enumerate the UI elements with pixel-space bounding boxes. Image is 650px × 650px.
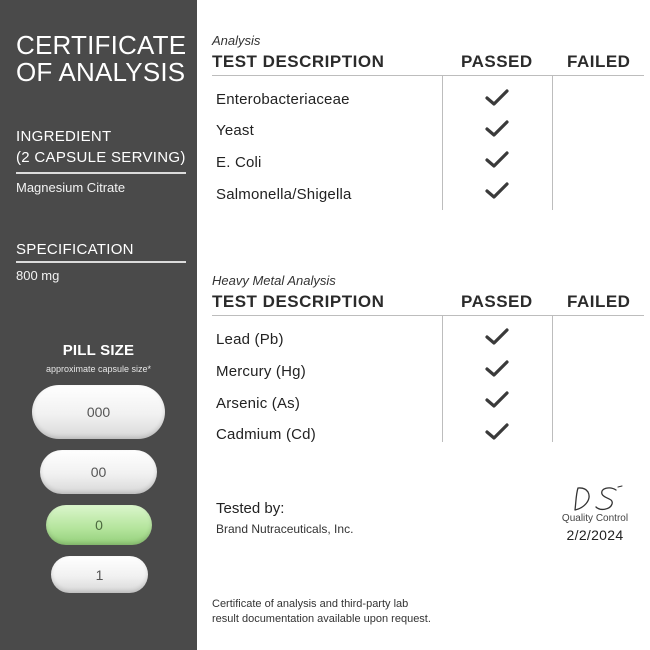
analysis-col-test: TEST DESCRIPTION	[212, 52, 385, 71]
tested-by-label: Tested by:	[216, 500, 285, 517]
check-icon	[485, 182, 509, 200]
pill-size-title: PILL SIZE	[62, 342, 135, 359]
heavy-metal-col-divider-2	[552, 315, 553, 442]
heavy-metal-row-label: Mercury (Hg)	[216, 363, 306, 380]
certificate-title-line2: OF ANALYSIS	[16, 57, 186, 87]
check-icon	[485, 360, 509, 378]
analysis-row-label: Salmonella/Shigella	[216, 186, 352, 203]
analysis-row-label: Yeast	[216, 122, 254, 139]
specification-label: SPECIFICATION	[16, 241, 134, 258]
certificate-title-line1: CERTIFICATE	[16, 30, 187, 60]
capsule-size-0: 0	[46, 505, 152, 545]
specification-divider	[16, 261, 186, 263]
heavy-metal-row-label: Arsenic (As)	[216, 395, 301, 412]
footnote-line2: result documentation available upon request.	[212, 613, 431, 625]
check-icon	[485, 89, 509, 107]
footnote-line1: Certificate of analysis and third-party lab	[212, 598, 409, 610]
ingredient-label	[16, 126, 186, 168]
heavy-metal-kicker: Heavy Metal Analysis	[212, 273, 336, 288]
pill-size-subtitle: approximate capsule size*	[45, 364, 152, 374]
check-icon	[485, 423, 509, 441]
analysis-col-divider-2	[552, 75, 553, 210]
capsule-size-1: 1	[51, 556, 148, 593]
analysis-col-passed: PASSED	[461, 52, 533, 71]
capsule-size-00: 00	[40, 450, 157, 494]
footnote	[212, 597, 512, 627]
heavy-metal-col-failed: FAILED	[567, 292, 631, 311]
check-icon	[485, 391, 509, 409]
heavy-metal-col-test: TEST DESCRIPTION	[212, 292, 385, 311]
analysis-kicker: Analysis	[212, 33, 261, 48]
heavy-metal-row-label: Cadmium (Cd)	[216, 426, 316, 443]
analysis-row-label: Enterobacteriaceae	[216, 91, 350, 108]
ingredient-label-line1: INGREDIENT	[16, 128, 112, 145]
ingredient-divider	[16, 172, 186, 174]
analysis-header-rule	[212, 75, 644, 76]
heavy-metal-col-passed: PASSED	[461, 292, 533, 311]
signature-mark	[572, 484, 628, 514]
specification-value: 800 mg	[16, 268, 60, 283]
analysis-col-divider-1	[442, 75, 443, 210]
check-icon	[485, 151, 509, 169]
analysis-row-label: E. Coli	[216, 154, 262, 171]
certificate-title	[16, 32, 191, 86]
heavy-metal-col-divider-1	[442, 315, 443, 442]
check-icon	[485, 328, 509, 346]
analysis-col-failed: FAILED	[567, 52, 631, 71]
capsule-size-000: 000	[32, 385, 165, 439]
heavy-metal-row-label: Lead (Pb)	[216, 331, 284, 348]
ingredient-value: Magnesium Citrate	[16, 180, 126, 195]
quality-control-date: 2/2/2024	[566, 527, 624, 543]
quality-control-label: Quality Control	[561, 513, 629, 524]
check-icon	[485, 120, 509, 138]
ingredient-label-line2: (2 CAPSULE SERVING)	[16, 149, 186, 166]
tested-by-value: Brand Nutraceuticals, Inc.	[216, 522, 354, 536]
sidebar	[0, 0, 197, 650]
heavy-metal-header-rule	[212, 315, 644, 316]
